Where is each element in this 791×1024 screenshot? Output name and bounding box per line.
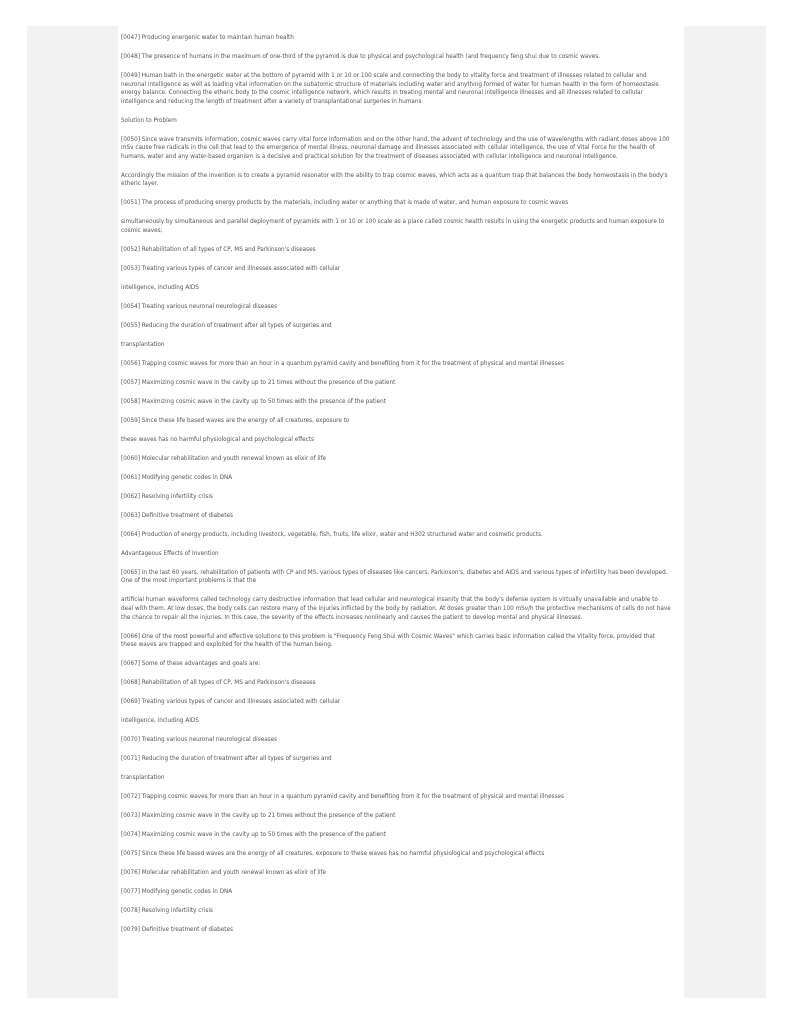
- paragraph-0075: [0075] Since these life based waves are the energy of all creatures, exposure to these waves has no harmful physiological and psychological effects: [121, 850, 545, 857]
- paragraph-0059-cont: these waves has no harmful physiological and psychological effects: [121, 436, 314, 443]
- paragraph-0071-cont: transplantation: [121, 775, 165, 781]
- paragraph-0069-cont: intelligence, including AIDS: [121, 718, 199, 725]
- page-content: [121, 34, 671, 945]
- paragraph-0063: [0063] Definitive treatment of diabetes: [121, 512, 233, 519]
- paragraph-0066: [0066] One of the most powerful and effective solutions to this problem is "Frequency Feng Shui with Cosmic Waves" which carries basic information called the Vitality force, provided that these waves are trapped and exploited for the health of the human being.: [121, 633, 656, 649]
- paragraph-0079: [0079] Definitive treatment of diabetes: [121, 926, 233, 933]
- paragraph-0054: [0054] Treating various neuronal neurological diseases: [121, 303, 278, 310]
- paragraph-0051-cont: simultaneously by simultaneous and parallel deployment of pyramids with 1 or 10 or 100 scale as a place called cosmic health results in using the energetic products and human exposure to cosmic waves;: [121, 219, 665, 235]
- paragraph-0060: [0060] Molecular rehabilitation and youth renewal known as elixir of life: [121, 455, 327, 462]
- paragraph-0071: [0071] Reducing the duration of treatment after all types of surgeries and: [121, 756, 332, 763]
- paragraph-0073: [0073] Maximizing cosmic wave in the cavity up to 21 times without the presence of the patient: [121, 812, 396, 819]
- paragraph-0058: [0058] Maximizing cosmic wave in the cavity up to 50 times with the presence of the patient: [121, 398, 387, 405]
- paragraph-0061: [0061] Modifying genetic codes in DNA: [121, 474, 233, 481]
- paragraph-0053: [0053] Treating various types of cancer and illnesses associated with cellular: [121, 266, 341, 273]
- right-gutter: [684, 26, 766, 998]
- paragraph-0070: [0070] Treating various neuronal neurological diseases: [121, 737, 278, 744]
- paragraph-0055-cont: transplantation: [121, 341, 165, 348]
- paragraph-0047: [0047] Producing energenic water to maintain human health: [121, 35, 294, 41]
- paragraph-0074: [0074] Maximizing cosmic wave in the cavity up to 50 times with the presence of the patient: [121, 831, 387, 838]
- paragraph-0048: [0048] The presence of humans in the maximum of one-third of the pyramid is due to physical and psychological health (and frequency feng shui due to cosmic waves.: [121, 53, 601, 60]
- paragraph-0065: [0065] In the last 60 years, rehabilitation of patients with CP and MS, various types of diseases like cancers, Parkinson's, diabetes and AIDS and various types of infertility has been developed. One of the most important problems is that the: [121, 569, 668, 585]
- paragraph-0068: [0068] Rehabilitation of all types of CP, MS and Parkinson's diseases: [121, 680, 316, 687]
- paragraph-0076: [0076] Molecular rehabilitation and youth renewal known as elixir of life: [121, 869, 327, 876]
- paragraph-0078: [0078] Resolving infertility crisis: [121, 907, 213, 914]
- section-heading-solution: Solution to Problem: [121, 117, 177, 124]
- left-gutter: [27, 26, 118, 998]
- paragraph-0064: [0064] Production of energy products, including livestock, vegetable, fish, fruits, life elixir, water and H302 structured water and cosmetic products.: [121, 531, 543, 538]
- paragraph-0072: [0072] Trapping cosmic waves for more than an hour in a quantum pyramid cavity and benefiting from it for the treatment of physical and mental illnesses: [121, 793, 564, 800]
- paragraph-0057: [0057] Maximizing cosmic wave in the cavity up to 21 times without the presence of the patient: [121, 379, 396, 386]
- paragraph-0051: [0051] The process of producing energy products by the materials, including water or anything that is made of water, and human exposure to cosmic waves: [121, 200, 569, 207]
- paragraph-0067: [0067] Some of these advantages and goals are:: [121, 661, 261, 668]
- paragraph-0069: [0069] Treating various types of cancer and illnesses associated with cellular: [121, 699, 341, 706]
- paragraph-0055: [0055] Reducing the duration of treatment after all types of surgeries and: [121, 322, 332, 329]
- paragraph-0050: [0050] Since wave transmits information, cosmic waves carry vital force information and on the other hand, the advent of technology and the use of wavelengths with radiant doses above 100 mSv cause free radicals in the cell that lead to the emergence of mental illness, neuronal damage and illnesses associated with cellular intelligence, the use of Vital Force for the health of humans, water and any water-based organism is a decisive and practical solution for the treatment of diseases associated with cellular intelligence and neuronal intelligence.: [121, 136, 670, 160]
- paragraph-0059: [0059] Since these life based waves are the energy of all creatures, exposure to: [121, 417, 350, 424]
- document-page: [118, 26, 684, 998]
- paragraph-0062: [0062] Resolving infertility crisis: [121, 493, 213, 500]
- paragraph-0056: [0056] Trapping cosmic waves for more than an hour in a quantum pyramid cavity and benefiting from it for the treatment of physical and mental illnesses: [121, 360, 564, 367]
- paragraph-0053-cont: intelligence, including AIDS: [121, 285, 199, 291]
- section-heading-advantageous-effects: Advantageous Effects of Invention: [121, 550, 219, 557]
- paragraph-0077: [0077] Modifying genetic codes in DNA: [121, 888, 233, 895]
- paragraph-0049: [0049] Human bath in the energetic water at the bottom of pyramid with 1 or 10 or 100 scale and connecting the body to vitality force and treatment of illnesses related to cellular and neuronal intelligence as well as loading vital information on the subatomic structure of materials including water and anything formed of water for human health in the form of homeostasis energy balance. Connecting the etheric body to the cosmic intelligence network, which results in treating mental and neuronal intelligence illnesses and all illnesses related to cellular intelligence and reducing the length of treatment after a variety of transplantational surgeries in humans: [121, 72, 659, 105]
- paragraph-0052: [0052] Rehabilitation of all types of CP, MS and Parkinson's diseases: [121, 247, 316, 254]
- paragraph-0065-cont: artificial human waveforms called technology carry destructive information that lead cellular and neurological insanity that the body's defense system is virtually unavailable and unable to deal with them. At low doses, the body cells can restore many of the injuries inflicted by the body by radiation. At doses greater than 100 mSv/h the protective mechanisms of cells do not have the chance to repair all the injuries. In this case, the severity of the effects increases nonlinearly and causes the patient to develop mental and physical illnesses.: [121, 597, 671, 621]
- paragraph-accordingly: Accordingly the mission of the invention is to create a pyramid resonator with the ability to trap cosmic waves, which acts as a quantum trap that balances the body homeostasis in the body's etheric layer.: [121, 172, 668, 188]
